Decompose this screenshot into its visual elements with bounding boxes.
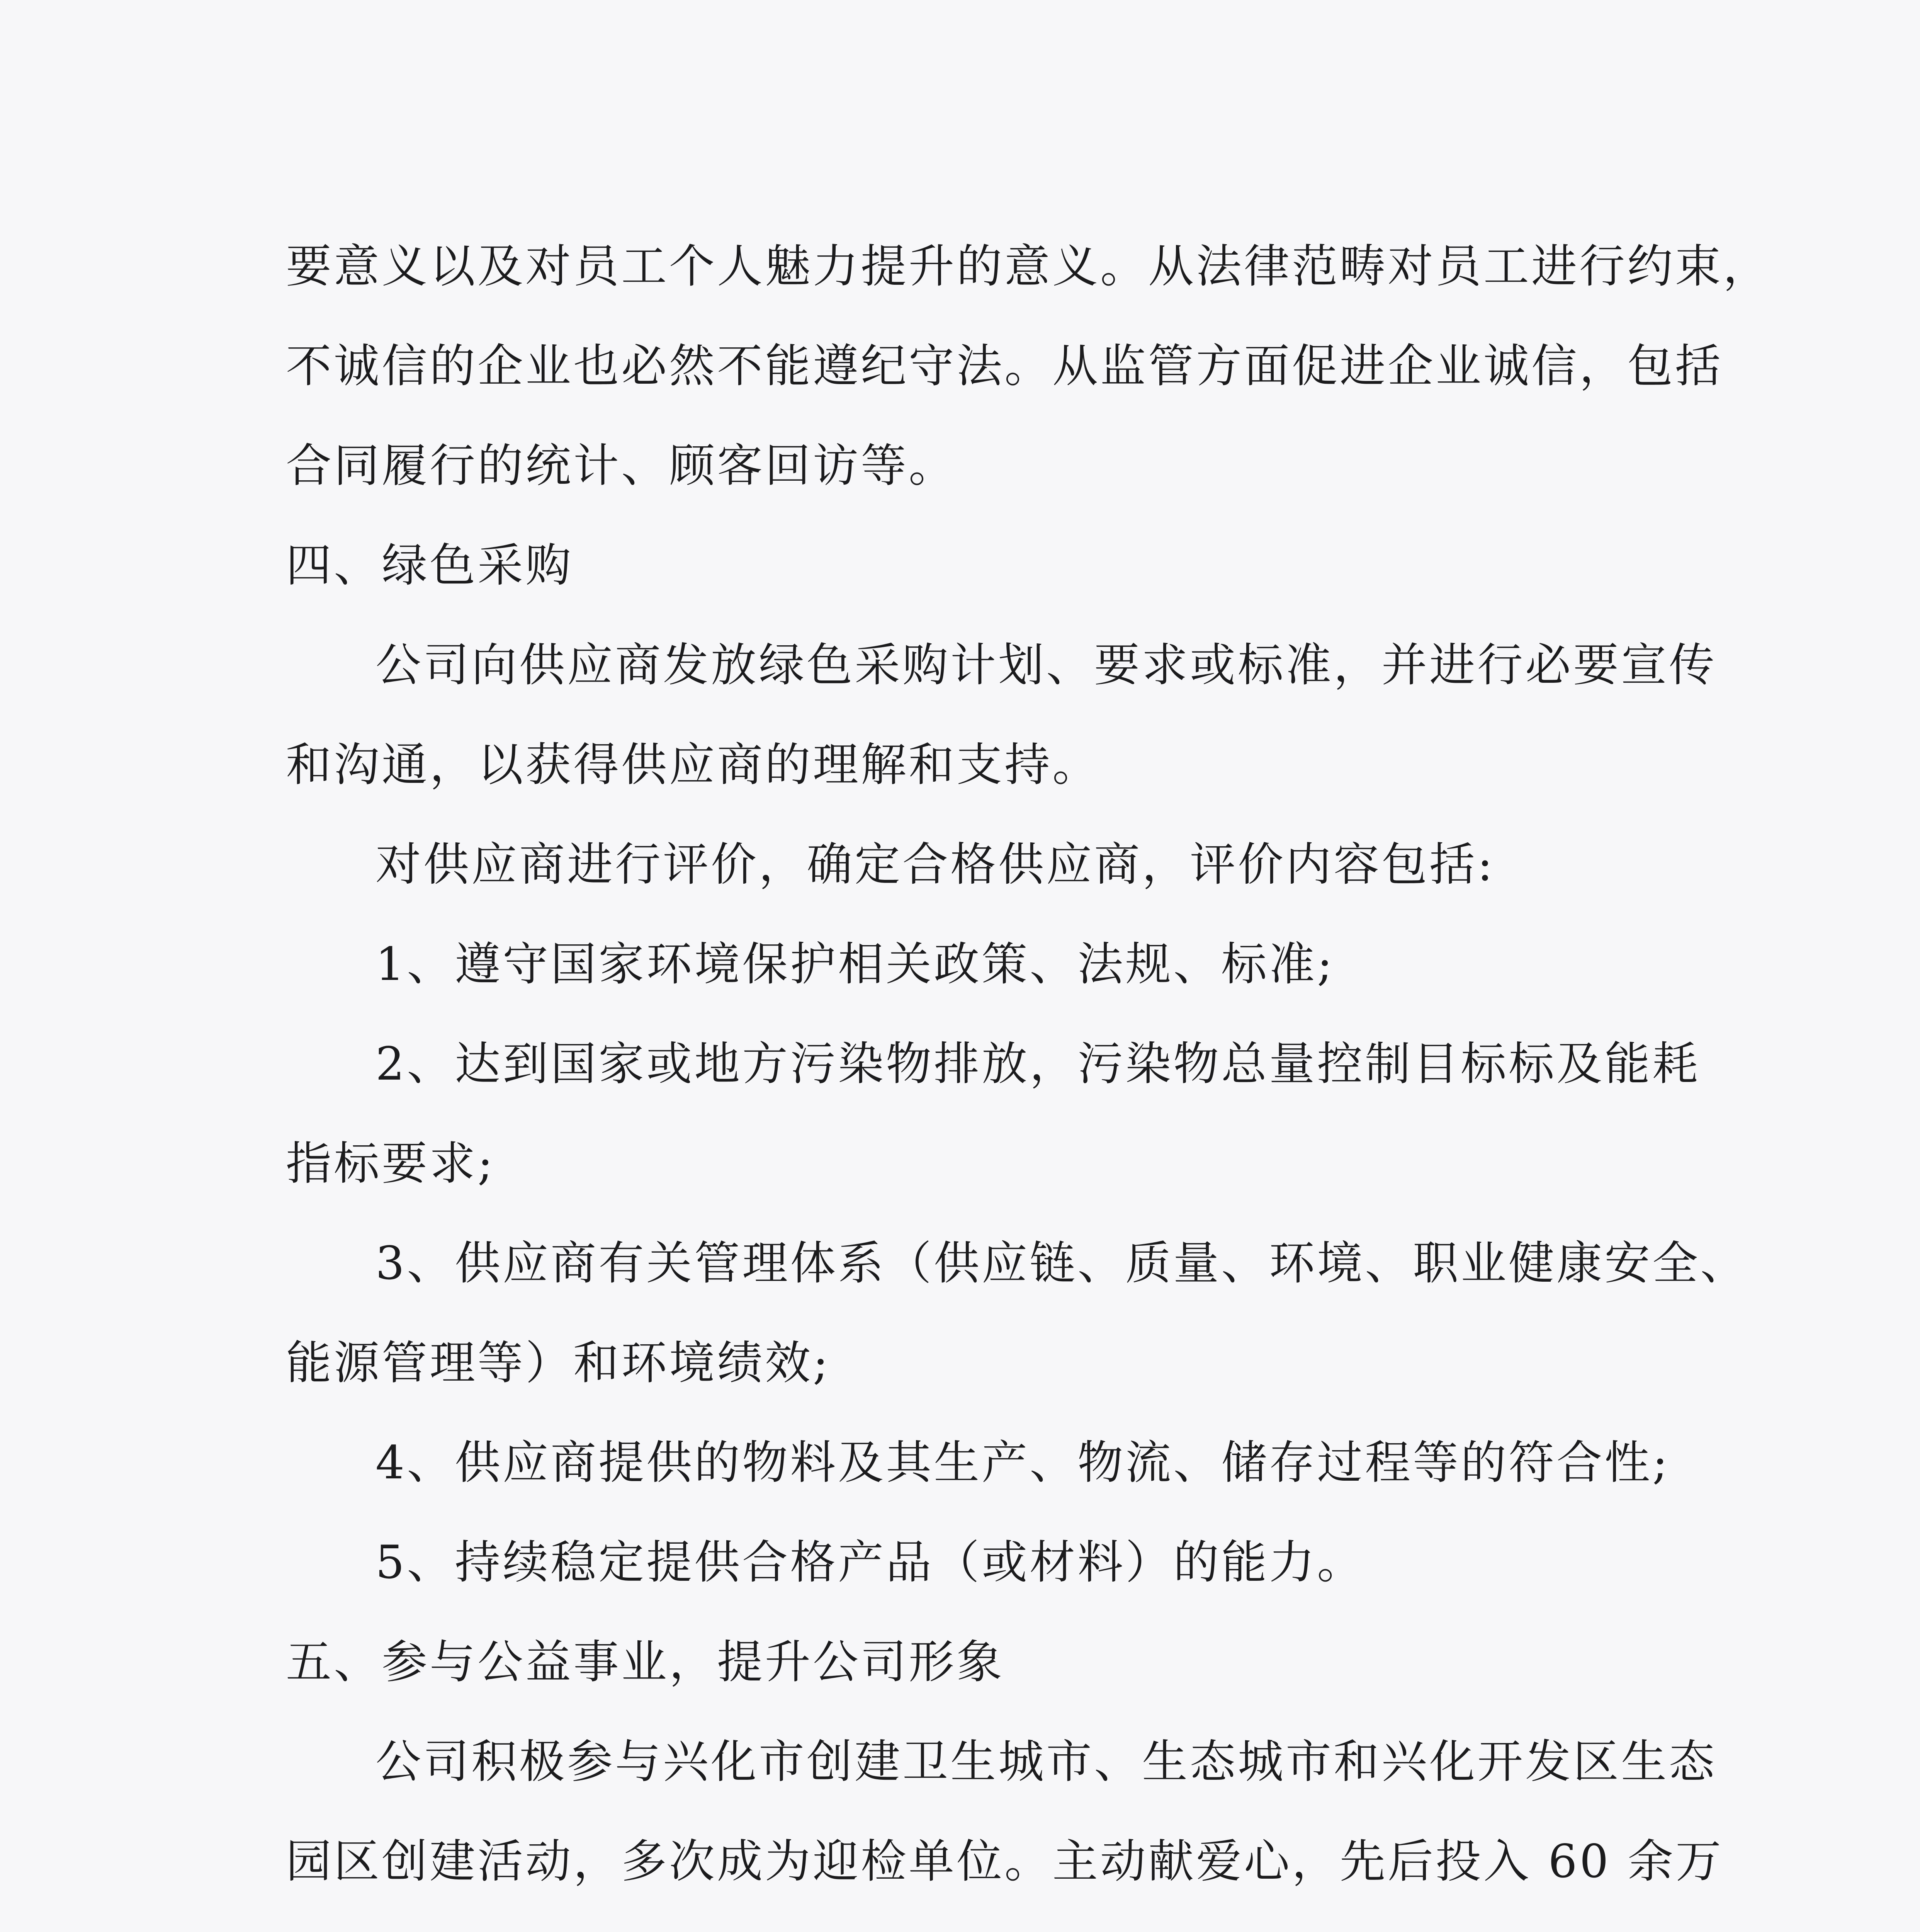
- list-item-criterion-1: 1、遵守国家环境保护相关政策、法规、标准;: [376, 937, 1335, 991]
- text-line: 3、供应商有关管理体系（供应链、质量、环境、职业健康安全、: [376, 1236, 1748, 1290]
- text-line: 园区创建活动，多次成为迎检单位。主动献爱心，先后投入 60 余万: [286, 1835, 1724, 1888]
- text-line: 指标要求;: [286, 1137, 495, 1190]
- list-item-criterion-2: [286, 1014, 1701, 1213]
- list-item-criterion-3: [286, 1213, 1748, 1413]
- text-line: 合同履行的统计、顾客回访等。: [286, 439, 957, 492]
- text-line: 能源管理等）和环境绩效;: [286, 1336, 831, 1389]
- paragraph-public-welfare: [286, 1712, 1724, 1932]
- paragraph-continuation: [286, 216, 1771, 515]
- document-body: [286, 216, 1771, 1932]
- text-line: 不诚信的企业也必然不能遵纪守法。从监管方面促进企业诚信，包括: [286, 339, 1723, 393]
- paragraph-green-plan: [286, 615, 1717, 815]
- list-item-criterion-5: 5、持续稳定提供合格产品（或材料）的能力。: [376, 1536, 1365, 1589]
- paragraph-evaluation-intro: 对供应商进行评价，确定合格供应商，评价内容包括:: [376, 838, 1495, 891]
- list-item-criterion-4: 4、供应商提供的物料及其生产、物流、储存过程等的符合性;: [376, 1436, 1670, 1489]
- text-line: 要意义以及对员工个人魅力提升的意义。从法律范畴对员工进行约束，: [286, 240, 1771, 293]
- section-heading-public-welfare: 五、参与公益事业，提升公司形象: [286, 1635, 1005, 1689]
- text-line: 2、达到国家或地方污染物排放，污染物总量控制目标标及能耗: [376, 1037, 1701, 1090]
- text-line: 和沟通，以获得供应商的理解和支持。: [286, 738, 1101, 791]
- section-heading-green-procurement: 四、绿色采购: [286, 539, 574, 592]
- text-line: [286, 1911, 1650, 1932]
- text-line: 公司向供应商发放绿色采购计划、要求或标准，并进行必要宣传: [376, 638, 1717, 692]
- text-line: 公司积极参与兴化市创建卫生城市、生态城市和兴化开发区生态: [376, 1735, 1717, 1788]
